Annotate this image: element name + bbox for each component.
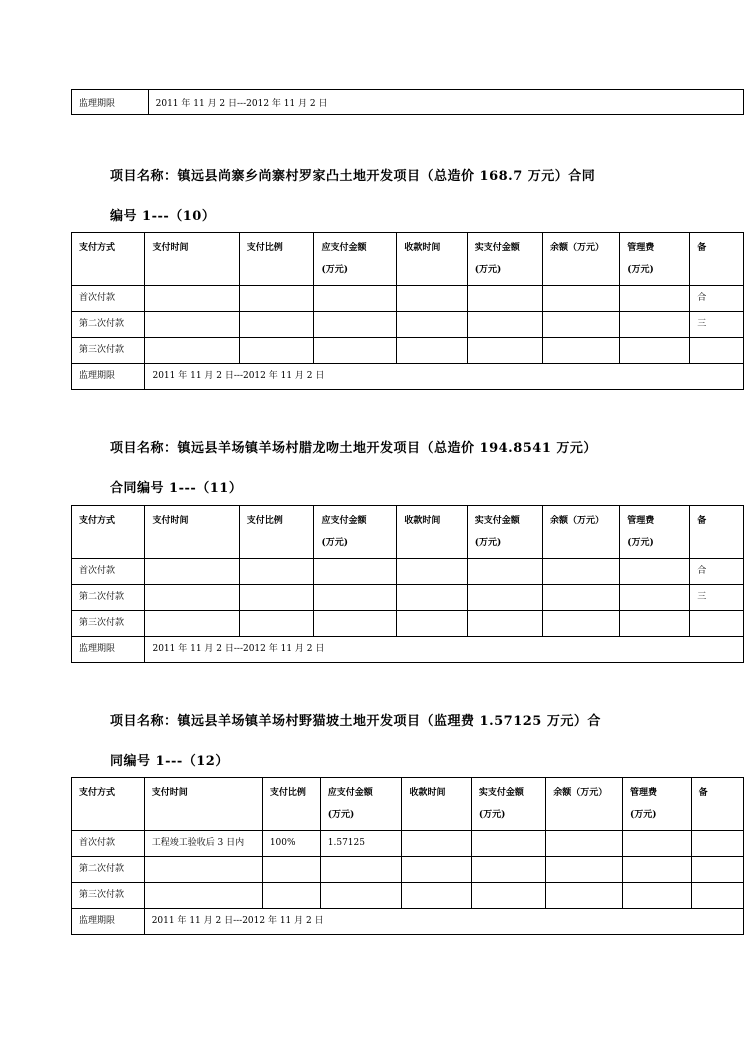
row-ratio (239, 585, 314, 611)
row-mgmt (623, 883, 692, 909)
row-amount (314, 585, 397, 611)
row-receipt-time (402, 883, 471, 909)
row-amount (314, 559, 397, 585)
row-label: 第二次付款 (72, 857, 145, 883)
header-paid-amount: 实支付金额 (万元) (467, 506, 542, 559)
header-time: 支付时间 (145, 233, 239, 286)
row-paid (467, 559, 542, 585)
section-contract-no-10: 编号 1---（10） (110, 209, 216, 224)
row-mgmt (623, 831, 692, 857)
period-label: 监理期限 (72, 909, 145, 935)
section-contract-no-12: 同编号 1---（12） (110, 754, 229, 769)
table-row (72, 831, 744, 857)
payment-table-10 (71, 232, 744, 390)
header-amount: 应支付金额 (万元) (314, 506, 397, 559)
row-amount: 1.57125 (320, 831, 402, 857)
row-paid (471, 883, 545, 909)
row-note (691, 883, 743, 909)
row-ratio (262, 857, 320, 883)
table-row (72, 585, 744, 611)
row-label: 第二次付款 (72, 312, 145, 338)
row-balance (546, 883, 623, 909)
header-receipt-time: 收款时间 (397, 506, 467, 559)
header-balance: 余额（万元） (542, 506, 619, 559)
row-balance (542, 585, 619, 611)
row-ratio (262, 883, 320, 909)
period-label: 监理期限 (72, 364, 145, 390)
table-row (72, 286, 744, 312)
header-remark: 备 (690, 233, 744, 286)
row-amount (314, 611, 397, 637)
period-row (72, 637, 744, 663)
row-mgmt (623, 857, 692, 883)
period-value: 2011 年 11 月 2 日---2012 年 11 月 2 日 (148, 90, 743, 115)
row-paid (467, 312, 542, 338)
row-balance (542, 312, 619, 338)
row-note: 合 (690, 286, 744, 312)
row-time (145, 611, 239, 637)
table-row (72, 611, 744, 637)
row-amount (320, 857, 402, 883)
row-time (145, 312, 239, 338)
row-balance (546, 857, 623, 883)
row-amount (314, 312, 397, 338)
row-mgmt (620, 559, 690, 585)
table-header-row (72, 778, 744, 831)
header-method: 支付方式 (72, 506, 145, 559)
row-mgmt (620, 585, 690, 611)
row-paid (467, 286, 542, 312)
row-label: 首次付款 (72, 286, 145, 312)
row-time (145, 338, 239, 364)
header-ratio: 支付比例 (239, 506, 314, 559)
header-mgmt-fee: 管理费 (万元) (620, 233, 690, 286)
period-value: 2011 年 11 月 2 日---2012 年 11 月 2 日 (145, 364, 744, 390)
table-row (72, 559, 744, 585)
row-ratio: 100% (262, 831, 320, 857)
row-label: 首次付款 (72, 559, 145, 585)
header-mgmt-fee: 管理费 (万元) (623, 778, 692, 831)
section-title-12: 项目名称：镇远县羊场镇羊场村野猫坡土地开发项目（监理费 1.57125 万元）合 (110, 714, 601, 729)
table-header-row (72, 233, 744, 286)
row-paid (471, 831, 545, 857)
row-time (144, 883, 262, 909)
header-paid-amount: 实支付金额 (万元) (471, 778, 545, 831)
header-balance: 余额（万元） (546, 778, 623, 831)
table-row (72, 338, 744, 364)
row-balance (542, 338, 619, 364)
row-paid (467, 338, 542, 364)
row-label: 第三次付款 (72, 883, 145, 909)
table-row (72, 883, 744, 909)
row-paid (467, 585, 542, 611)
table-row (72, 312, 744, 338)
row-time (144, 857, 262, 883)
row-note (690, 611, 744, 637)
period-value: 2011 年 11 月 2 日---2012 年 11 月 2 日 (145, 637, 744, 663)
table-header-row (72, 506, 744, 559)
row-receipt-time (397, 312, 467, 338)
row-note: 合 (690, 559, 744, 585)
header-method: 支付方式 (72, 233, 145, 286)
row-receipt-time (397, 286, 467, 312)
header-amount: 应支付金额 (万元) (320, 778, 402, 831)
row-mgmt (620, 338, 690, 364)
header-remark: 备 (691, 778, 743, 831)
row-paid (467, 611, 542, 637)
row-balance (542, 559, 619, 585)
section-title-11: 项目名称：镇远县羊场镇羊场村腊龙吻土地开发项目（总造价 194.8541 万元） (110, 441, 597, 456)
period-label: 监理期限 (72, 90, 149, 115)
header-time: 支付时间 (145, 506, 239, 559)
row-receipt-time (397, 559, 467, 585)
row-receipt-time (397, 611, 467, 637)
section-contract-no-11: 合同编号 1---（11） (110, 481, 243, 496)
row-ratio (239, 312, 314, 338)
header-time: 支付时间 (144, 778, 262, 831)
period-row (72, 364, 744, 390)
section-title-10: 项目名称：镇远县尚寨乡尚寨村罗家凸土地开发项目（总造价 168.7 万元）合同 (110, 169, 596, 184)
row-balance (546, 831, 623, 857)
row-amount (320, 883, 402, 909)
payment-table-11 (71, 505, 744, 663)
row-receipt-time (397, 585, 467, 611)
header-balance: 余额（万元） (542, 233, 619, 286)
header-paid-amount: 实支付金额 (万元) (467, 233, 542, 286)
row-time: 工程竣工验收后 3 日内 (144, 831, 262, 857)
row-mgmt (620, 611, 690, 637)
row-ratio (239, 559, 314, 585)
row-balance (542, 286, 619, 312)
row-label: 第三次付款 (72, 338, 145, 364)
header-ratio: 支付比例 (239, 233, 314, 286)
row-receipt-time (402, 857, 471, 883)
row-label: 第三次付款 (72, 611, 145, 637)
header-amount: 应支付金额 (万元) (314, 233, 397, 286)
header-remark: 备 (690, 506, 744, 559)
period-value: 2011 年 11 月 2 日---2012 年 11 月 2 日 (144, 909, 743, 935)
row-note (690, 338, 744, 364)
row-ratio (239, 611, 314, 637)
row-ratio (239, 286, 314, 312)
payment-table-12 (71, 777, 744, 935)
header-method: 支付方式 (72, 778, 145, 831)
row-note: 三 (690, 585, 744, 611)
period-label: 监理期限 (72, 637, 145, 663)
row-ratio (239, 338, 314, 364)
row-receipt-time (397, 338, 467, 364)
header-mgmt-fee: 管理费 (万元) (620, 506, 690, 559)
row-paid (471, 857, 545, 883)
period-row (72, 909, 744, 935)
header-receipt-time: 收款时间 (402, 778, 471, 831)
row-time (145, 559, 239, 585)
header-ratio: 支付比例 (262, 778, 320, 831)
row-mgmt (620, 286, 690, 312)
row-note (691, 857, 743, 883)
row-amount (314, 286, 397, 312)
row-note: 三 (690, 312, 744, 338)
row-amount (314, 338, 397, 364)
row-label: 第二次付款 (72, 585, 145, 611)
row-time (145, 585, 239, 611)
row-time (145, 286, 239, 312)
row-note (691, 831, 743, 857)
table-row (72, 857, 744, 883)
row-receipt-time (402, 831, 471, 857)
header-receipt-time: 收款时间 (397, 233, 467, 286)
top-period-table (71, 89, 744, 115)
row-mgmt (620, 312, 690, 338)
row-label: 首次付款 (72, 831, 145, 857)
row-balance (542, 611, 619, 637)
